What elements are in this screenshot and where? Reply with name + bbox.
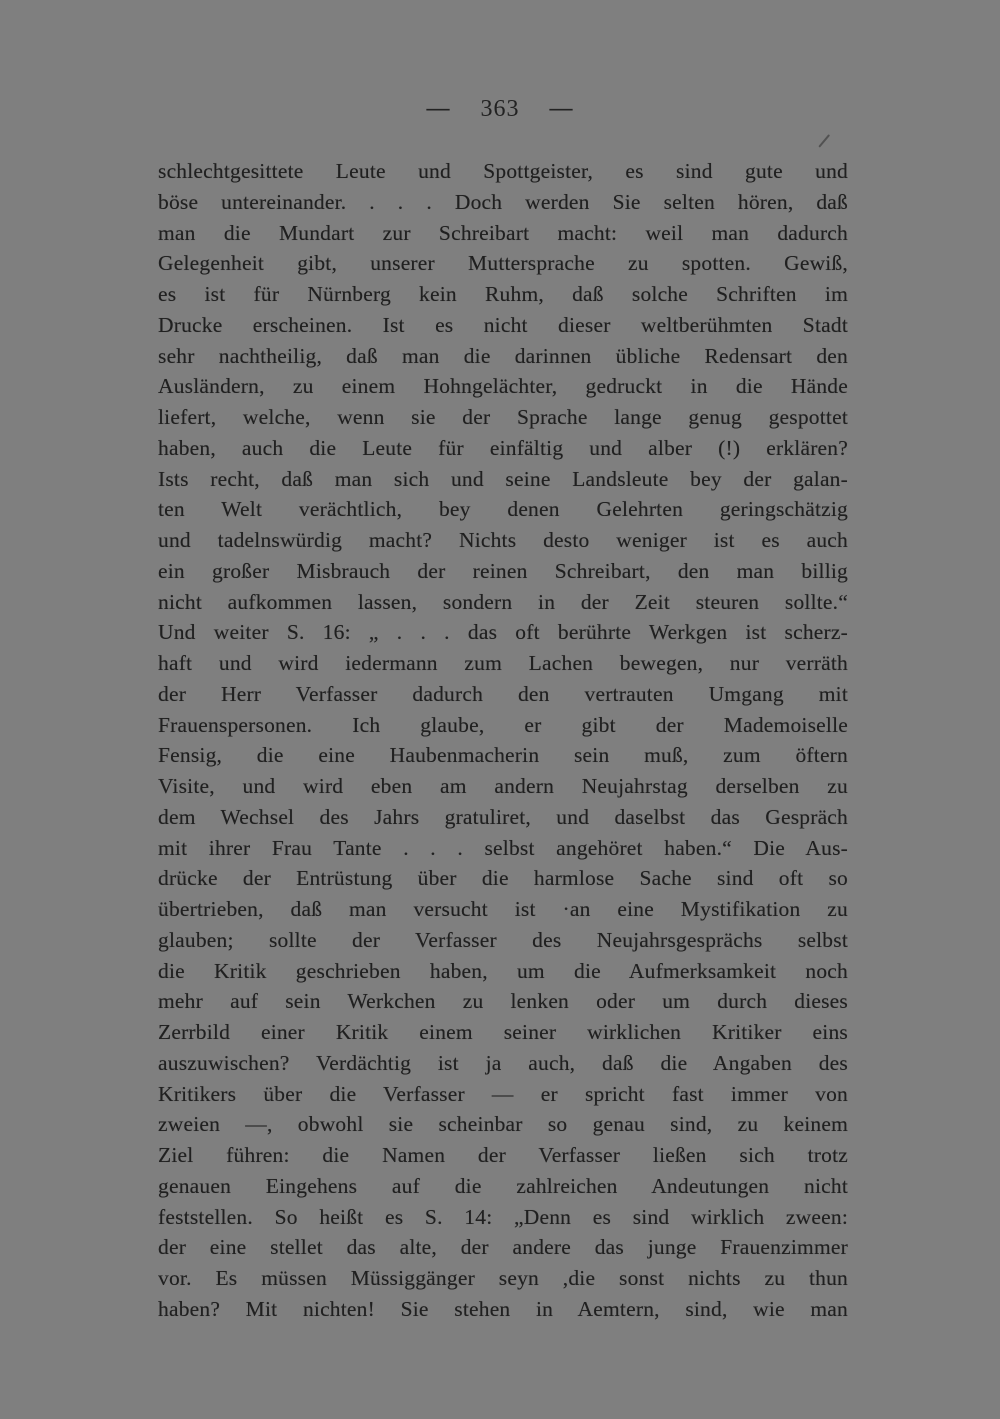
text-line: und tadelnswürdig macht? Nichts desto weniger ist es auch (158, 528, 848, 552)
text-line: nicht aufkommen lassen, sondern in der Zeit steuren sollte.“ (158, 589, 848, 614)
text-line: liefert, welche, wenn sie der Sprache lange genug gespottet (158, 405, 848, 429)
page-number: 363 (480, 96, 520, 122)
scan-scratch-artifact (818, 134, 829, 147)
text-line: vor. Es müssen Müssiggänger seyn ,die sonst nichts zu thun (158, 1266, 848, 1290)
text-line: haben, auch die Leute für einfältig und alber (!) erklären? (158, 435, 848, 460)
text-line: Frauenspersonen. Ich glaube, er gibt der Mademoiselle (158, 712, 848, 737)
text-line: der eine stellet das alte, der andere das junge Frauenzimmer (158, 1235, 848, 1260)
text-line: zweien —, obwohl sie scheinbar so genau sind, zu keinem (158, 1112, 848, 1137)
text-line: sehr nachtheilig, daß man die darinnen übliche Redensart den (158, 343, 848, 368)
text-line: es ist für Nürnberg kein Ruhm, daß solche Schriften im (158, 282, 848, 306)
text-line: Gelegenheit gibt, unserer Muttersprache zu spotten. Gewiß, (158, 251, 848, 276)
text-line: Visite, und wird eben am andern Neujahrstag derselben zu (158, 774, 848, 798)
text-line: auszuwischen? Verdächtig ist ja auch, daß die Angaben des (158, 1050, 848, 1075)
text-line: drücke der Entrüstung über die harmlose Sache sind oft so (158, 866, 848, 891)
text-line: haben? Mit nichten! Sie stehen in Aemtern, sind, wie man (158, 1296, 848, 1321)
text-line: Ausländern, zu einem Hohngelächter, gedruckt in die Hände (158, 374, 848, 399)
text-line: Zerrbild einer Kritik einem seiner wirklichen Kritiker eins (158, 1020, 848, 1044)
header-dash-left: — (426, 94, 451, 120)
text-line: Fensig, die eine Haubenmacherin sein muß, zum öftern (158, 743, 848, 768)
text-line: mehr auf sein Werkchen zu lenken oder um durch dieses (158, 989, 848, 1014)
text-line: Und weiter S. 16: „ . . . das oft berührte Werkgen ist scherz- (158, 620, 848, 645)
text-line: genauen Eingehens auf die zahlreichen Andeutungen nicht (158, 1173, 848, 1198)
text-line: feststellen. So heißt es S. 14: „Denn es sind wirklich zween: (158, 1204, 848, 1229)
text-line: ten Welt verächtlich, bey denen Gelehrten geringschätzig (158, 497, 848, 522)
running-head (0, 96, 1000, 123)
text-line: Kritikers über die Verfasser — er spricht fast immer von (158, 1081, 848, 1106)
text-line: Ziel führen: die Namen der Verfasser ließen sich trotz (158, 1143, 848, 1167)
header-dash-right: — (549, 94, 574, 120)
text-line: dem Wechsel des Jahrs gratuliret, und daselbst das Gespräch (158, 804, 848, 829)
text-line: übertrieben, daß man versucht ist ·an eine Mystifikation zu (158, 897, 848, 921)
text-line: ein großer Misbrauch der reinen Schreibart, den man billig (158, 558, 848, 583)
text-line: Ists recht, daß man sich und seine Landsleute bey der galan- (158, 466, 848, 491)
text-line: die Kritik geschrieben haben, um die Aufmerksamkeit noch (158, 958, 848, 983)
text-line: böse untereinander. . . . Doch werden Sie selten hören, daß (158, 189, 848, 214)
text-line: schlechtgesittete Leute und Spottgeister, es sind gute und (158, 159, 848, 183)
text-line: mit ihrer Frau Tante . . . selbst angehöret haben.“ Die Aus- (158, 835, 848, 860)
body-text-block (158, 156, 848, 1325)
text-line: Drucke erscheinen. Ist es nicht dieser weltberühmten Stadt (158, 312, 848, 337)
text-line: haft und wird iedermann zum Lachen bewegen, nur verräth (158, 651, 848, 675)
text-line: glauben; sollte der Verfasser des Neujahrsgesprächs selbst (158, 927, 848, 952)
text-line: der Herr Verfasser dadurch den vertrauten Umgang mit (158, 681, 848, 706)
text-line: man die Mundart zur Schreibart macht: weil man dadurch (158, 220, 848, 245)
